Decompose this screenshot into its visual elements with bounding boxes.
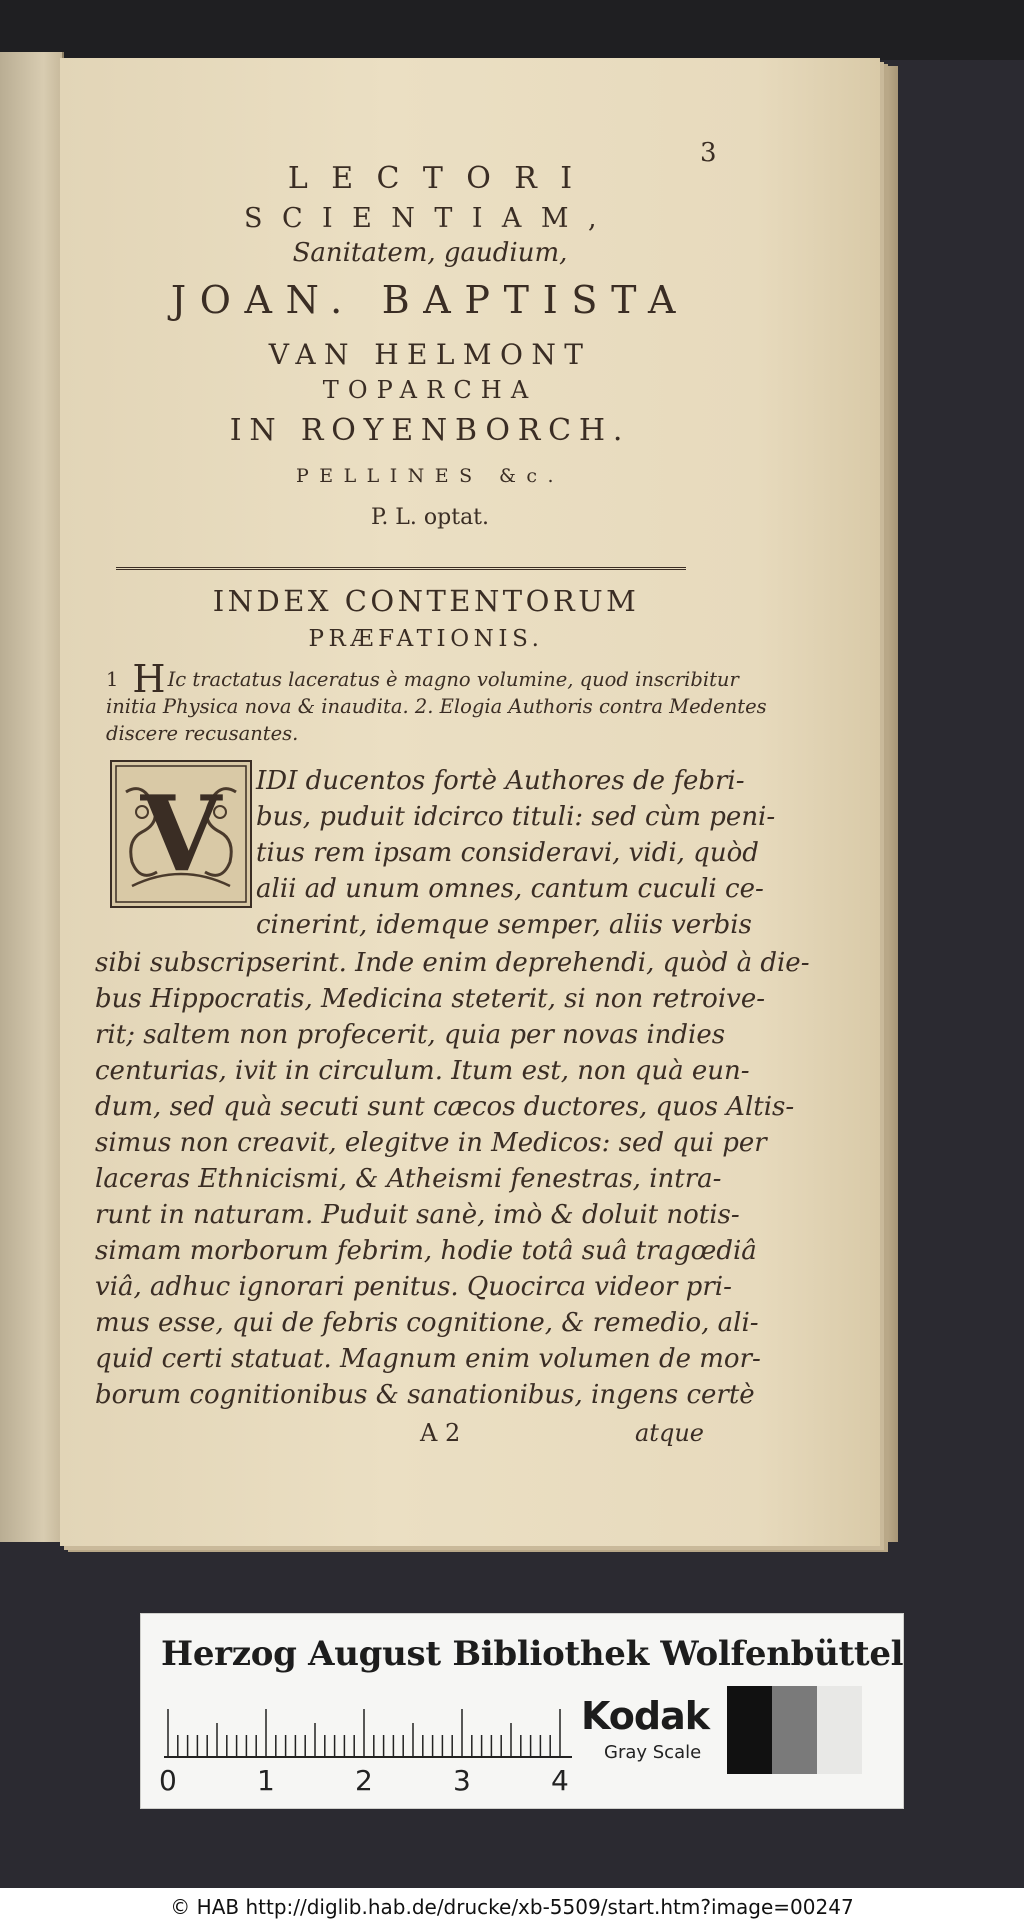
scan-background-top — [0, 0, 1024, 60]
body-line: bus, puduit idcirco tituli: sed cùm peni- — [256, 802, 776, 832]
book-page — [60, 58, 880, 1546]
heading-author-surname: VAN HELMONT — [268, 338, 592, 371]
body-line: laceras Ethnicismi, & Atheismi fenestras, intra- — [95, 1164, 722, 1194]
credit-footer: © HAB http://diglib.hab.de/drucke/xb-5509/start.htm?image=00247 — [0, 1888, 1024, 1926]
body-line: rit; saltem non profecerit, quia per novas indies — [95, 1020, 726, 1050]
body-line: borum cognitionibus & sanationibus, ingens certè — [95, 1380, 755, 1410]
index-initial: H — [132, 657, 166, 701]
heading-toparcha: TOPARCHA — [322, 376, 538, 404]
index-number: 1 — [106, 668, 119, 691]
catchword: atque — [635, 1419, 704, 1447]
body-line: simus non creavit, elegitve in Medicos: sed qui per — [95, 1128, 767, 1158]
heading-line-3: Sanitatem, gaudium, — [292, 238, 568, 268]
body-line: quid certi statuat. Magnum enim volumen de mor- — [95, 1344, 761, 1374]
heading-line-2: SCIENTIAM, — [244, 203, 616, 234]
heading-pellines: PELLINES &c. — [296, 465, 564, 487]
kodak-logo: Kodak — [581, 1694, 709, 1738]
heading-optat: P. L. optat. — [370, 505, 490, 530]
color-reference-card — [140, 1613, 904, 1809]
body-line: centurias, ivit in circulum. Itum est, non quà eun- — [95, 1056, 750, 1086]
body-line: cinerint, idemque semper, aliis verbis — [256, 910, 752, 940]
ruler-label: 1 — [257, 1764, 275, 1797]
page-folio: 3 — [700, 138, 717, 168]
heading-line-1: LECTORI — [287, 161, 596, 196]
index-entry — [106, 657, 786, 747]
ruler-label: 0 — [159, 1764, 177, 1797]
body-line: bus Hippocratis, Medicina steterit, si non retroive- — [95, 984, 765, 1014]
body-line: tius rem ipsam consideravi, vidi, quòd — [256, 838, 759, 868]
ruler-label: 4 — [551, 1764, 569, 1797]
ornamental-rule — [116, 567, 686, 570]
decorated-initial-ornament — [112, 762, 250, 906]
body-line: mus esse, qui de febris cognitione, & remedio, ali- — [95, 1308, 759, 1338]
gray-swatch-mid — [772, 1686, 817, 1774]
gray-scale-label: Gray Scale — [604, 1742, 702, 1763]
decorated-initial — [110, 760, 252, 908]
ruler-label: 3 — [453, 1764, 471, 1797]
previous-page-edge — [0, 52, 64, 1542]
body-line: simam morborum febrim, hodie totâ suâ tragœdiâ — [95, 1236, 757, 1266]
body-line: sibi subscripserint. Inde enim deprehendi, quòd à die- — [95, 948, 810, 978]
body-line: runt in naturam. Puduit sanè, imò & doluit notis- — [95, 1200, 740, 1230]
index-entry-text: Ic tractatus laceratus è magno volumine, quod inscribitur initia Physica nova & inaudita. 2. Elogia Authoris contra Medentes discere recusantes. — [106, 668, 767, 745]
signature-mark: A 2 — [420, 1419, 461, 1447]
measurement-ruler — [164, 1709, 572, 1759]
gray-swatch-black — [727, 1686, 772, 1774]
body-line: viâ, adhuc ignorari penitus. Quocirca videor pri- — [95, 1272, 732, 1302]
heading-author-name: JOAN. BAPTISTA — [170, 278, 690, 322]
body-line: dum, sed quà secuti sunt cæcos ductores, quos Altis- — [95, 1092, 795, 1122]
dropcap-letter: V — [140, 772, 222, 895]
gray-swatch-light — [817, 1686, 862, 1774]
body-line: IDI ducentos fortè Authores de febri- — [256, 766, 745, 796]
heading-royenborch: IN ROYENBORCH. — [229, 413, 631, 448]
index-title: INDEX CONTENTORUM — [212, 584, 640, 618]
ruler-label: 2 — [355, 1764, 373, 1797]
index-subtitle: PRÆFATIONIS. — [308, 626, 544, 652]
body-line: alii ad unum omnes, cantum cuculi ce- — [256, 874, 764, 904]
library-name: Herzog August Bibliothek Wolfenbüttel — [161, 1634, 904, 1674]
